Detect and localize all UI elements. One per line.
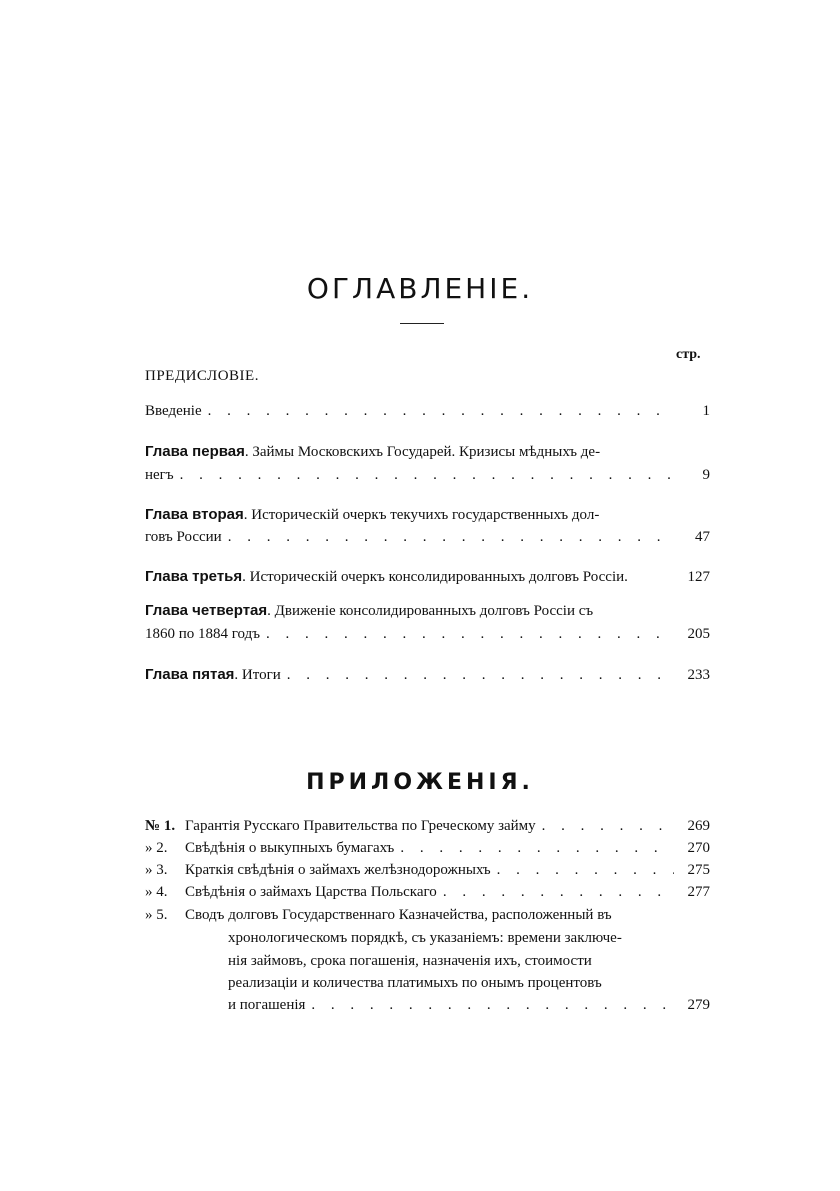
toc-entry-page: 1 — [702, 403, 710, 419]
toc-entry-page: 47 — [695, 529, 710, 545]
appendix-entry-3 — [145, 862, 710, 879]
chapter-label: Глава вторая — [145, 506, 244, 523]
appendix-entry-1 — [145, 818, 710, 835]
toc-entry-text-cont: 1860 по 1884 годъ — [145, 626, 261, 642]
leader-dots — [497, 862, 674, 879]
appendix-number: » 2. — [145, 840, 168, 856]
appendix-entry-5-cont — [228, 975, 710, 992]
leader-dots — [180, 467, 674, 484]
toc-entry-chapter-3 — [145, 568, 710, 586]
appendix-text: Гарантія Русскаго Правительства по Греческому займу — [185, 818, 536, 834]
toc-entry-intro — [145, 403, 710, 420]
chapter-label: Глава третья — [145, 568, 243, 585]
toc-entry-chapter-2 — [145, 506, 710, 524]
toc-entry-page: 127 — [687, 569, 710, 585]
toc-entry-text: . Займы Московскихъ Государей. Кризисы мѣдныхъ де- — [244, 444, 601, 460]
appendix-entry-5-cont — [228, 997, 710, 1014]
preface-heading: ПРЕДИСЛОВІЕ. — [145, 368, 259, 384]
appendix-text-cont: хронологическомъ порядкѣ, съ указаніемъ: времени заключе- — [228, 930, 622, 946]
toc-entry-page: 9 — [702, 467, 710, 483]
toc-entry-chapter-4-cont — [145, 626, 710, 643]
leader-dots — [311, 997, 674, 1014]
toc-entry-chapter-1 — [145, 443, 710, 461]
toc-entry-page: 233 — [687, 667, 710, 683]
appendix-text: Краткія свѣдѣнія о займахъ желѣзнодорожныхъ — [185, 862, 491, 878]
title-divider — [400, 323, 444, 324]
appendix-text: Свѣдѣнія о займахъ Царства Польскаго — [185, 884, 437, 900]
chapter-label: Глава четвертая — [145, 602, 268, 619]
appendix-heading: ПРИЛОЖЕНІЯ. — [306, 770, 534, 795]
appendix-entry-5 — [145, 907, 710, 924]
appendix-text: Свѣдѣнія о выкупныхъ бумагахъ — [185, 840, 395, 856]
leader-dots — [287, 667, 674, 684]
leader-dots — [266, 626, 674, 643]
page-title: ОГЛАВЛЕНІЕ. — [306, 272, 534, 305]
toc-entry-chapter-2-cont — [145, 529, 710, 546]
toc-entry-text: . Историческій очеркъ консолидированныхъ долговъ Россіи. — [242, 569, 628, 585]
appendix-text-cont: нія займовъ, срока погашенія, назначенія ихъ, стоимости — [228, 953, 592, 969]
appendix-page: 275 — [687, 862, 710, 878]
appendix-entry-2 — [145, 840, 710, 857]
appendix-number: » 3. — [145, 862, 168, 878]
appendix-text-cont: и погашенія — [228, 997, 306, 1013]
toc-entry-chapter-5 — [145, 666, 710, 684]
appendix-entry-4 — [145, 884, 710, 901]
appendix-number: № 1. — [145, 818, 176, 834]
appendix-page: 279 — [687, 997, 710, 1013]
leader-dots — [400, 840, 674, 857]
appendix-entry-5-cont — [228, 953, 710, 970]
leader-dots — [208, 403, 674, 420]
toc-entry-text-cont: говъ России — [145, 529, 222, 545]
appendix-entry-5-cont — [228, 930, 710, 947]
toc-entry-text: . Историческій очеркъ текучихъ государственныхъ дол- — [243, 507, 600, 523]
appendix-text-cont: реализаціи и количества платимыхъ по онымъ процентовъ — [228, 975, 602, 991]
leader-dots — [443, 884, 674, 901]
toc-entry-text: . Движеніе консолидированныхъ долговъ Россіи съ — [267, 603, 594, 619]
toc-entry-chapter-4 — [145, 602, 710, 620]
toc-entry-chapter-1-cont — [145, 467, 710, 484]
chapter-label: Глава пятая — [145, 666, 235, 683]
leader-dots — [228, 529, 674, 546]
appendix-number: » 4. — [145, 884, 168, 900]
appendix-number: » 5. — [145, 907, 168, 923]
appendix-text: Сводъ долговъ Государственнаго Казначейства, расположенный въ — [185, 907, 612, 923]
page-column-label: стр. — [676, 347, 701, 362]
toc-entry-text: . Итоги — [234, 667, 281, 683]
chapter-label: Глава первая — [145, 443, 245, 460]
leader-dots — [542, 818, 674, 835]
toc-entry-text: Введеніе — [145, 403, 202, 419]
toc-entry-text-cont: негъ — [145, 467, 174, 483]
appendix-page: 269 — [687, 818, 710, 834]
toc-entry-page: 205 — [687, 626, 710, 642]
appendix-page: 277 — [687, 884, 710, 900]
appendix-page: 270 — [687, 840, 710, 856]
